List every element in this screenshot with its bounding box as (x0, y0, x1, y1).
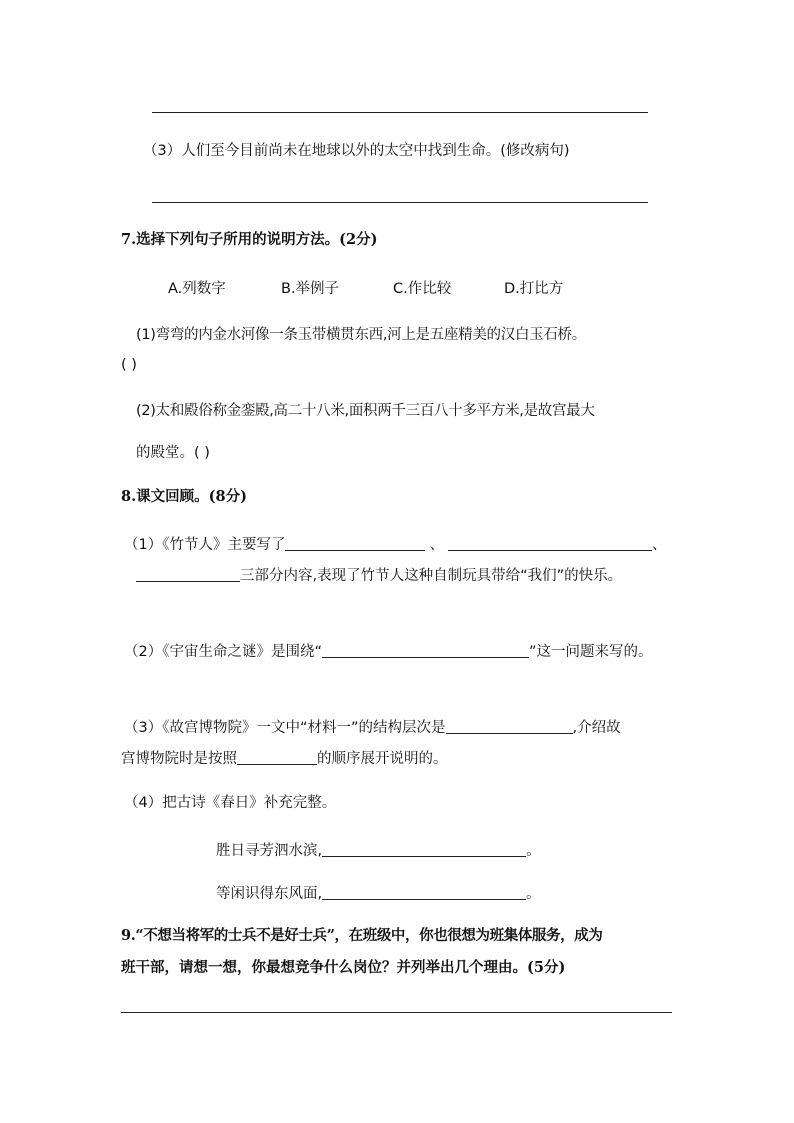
q8-item2 (124, 643, 653, 660)
q8-item3-line2-suffix: 的顺序展开说明的。 (317, 751, 448, 767)
q9-line2: 班干部，请想一想，你最想竞争什么岗位？并列举出几个理由。(5分) (121, 959, 566, 976)
q7-option-a: A.列数字 (168, 281, 226, 297)
q8-poem-line1-text: 胜日寻芳泗水滨, (216, 843, 323, 859)
q8-item3-prefix: （3）《故宫博物院》一文中“材料一”的结构层次是 (124, 720, 446, 736)
q8-item1-prefix: （1）《竹节人》主要写了 (124, 537, 286, 553)
q7-option-c: C.作比较 (393, 281, 452, 297)
q8-item1-blank2[interactable] (448, 536, 652, 551)
q8-title: 8.课文回顾。(8分) (121, 488, 247, 505)
q8-poem-line2-text: 等闲识得东风面, (216, 886, 323, 902)
q7-item2-line2: 的殿堂。( ) (136, 445, 210, 461)
q8-item4-title: （4）把古诗《春日》补充完整。 (124, 795, 337, 811)
q8-item2-blank[interactable] (322, 643, 529, 658)
q7-item1-answer[interactable]: ( ) (121, 357, 137, 373)
q8-item3-blank2[interactable] (237, 750, 317, 765)
q8-item1-line2-text: 三部分内容,表现了竹节人这种自制玩具带给“我们”的快乐。 (240, 568, 623, 584)
q8-item3-suffix: ,介绍故 (572, 720, 621, 736)
answer-line-q6-2[interactable] (152, 112, 648, 113)
q8-item1-line2 (136, 567, 622, 584)
q8-poem-line2 (216, 885, 541, 902)
q8-item3-line1 (124, 719, 621, 736)
q7-item2-line1: (2)太和殿俗称金銮殿,高二十八米,面积两千三百八十多平方米,是故宫最大 (136, 403, 595, 419)
q8-item1-blank3[interactable] (136, 567, 240, 582)
q8-item1-sep: 、 (429, 537, 444, 553)
answer-line-q9[interactable] (121, 1012, 672, 1013)
q7-option-b: B.举例子 (281, 281, 340, 297)
q8-item2-prefix: （2）《宇宙生命之谜》是围绕“ (124, 644, 322, 660)
q8-poem-line1-end: 。 (526, 843, 541, 859)
q8-poem-line1 (216, 842, 541, 859)
q8-item3-line2-prefix: 宫博物院时是按照 (121, 751, 237, 767)
q8-item3-blank1[interactable] (446, 719, 573, 734)
q7-item1-line1: (1)弯弯的内金水河像一条玉带横贯东西,河上是五座精美的汉白玉石桥。 (136, 327, 586, 343)
q8-poem-blank2[interactable] (322, 885, 526, 900)
q9-line1: 9.“不想当将军的士兵不是好士兵”，在班级中，你也很想为班集体服务，成为 (121, 927, 603, 944)
q8-item3-line2 (121, 750, 448, 767)
q7-title: 7.选择下列句子所用的说明方法。(2分) (121, 231, 378, 248)
q6-3-text: （3）人们至今目前尚未在地球以外的太空中找到生命。(修改病句) (143, 143, 570, 159)
q8-poem-blank1[interactable] (322, 842, 526, 857)
q8-item1-line1 (124, 536, 666, 553)
answer-line-q6-3[interactable] (152, 202, 648, 203)
q8-item1-blank1[interactable] (285, 536, 425, 551)
q8-item1-end: 、 (651, 537, 667, 553)
q8-poem-line2-end: 。 (526, 886, 541, 902)
q8-item2-suffix: ”这一问题来写的。 (529, 644, 653, 660)
q7-option-d: D.打比方 (504, 281, 564, 297)
